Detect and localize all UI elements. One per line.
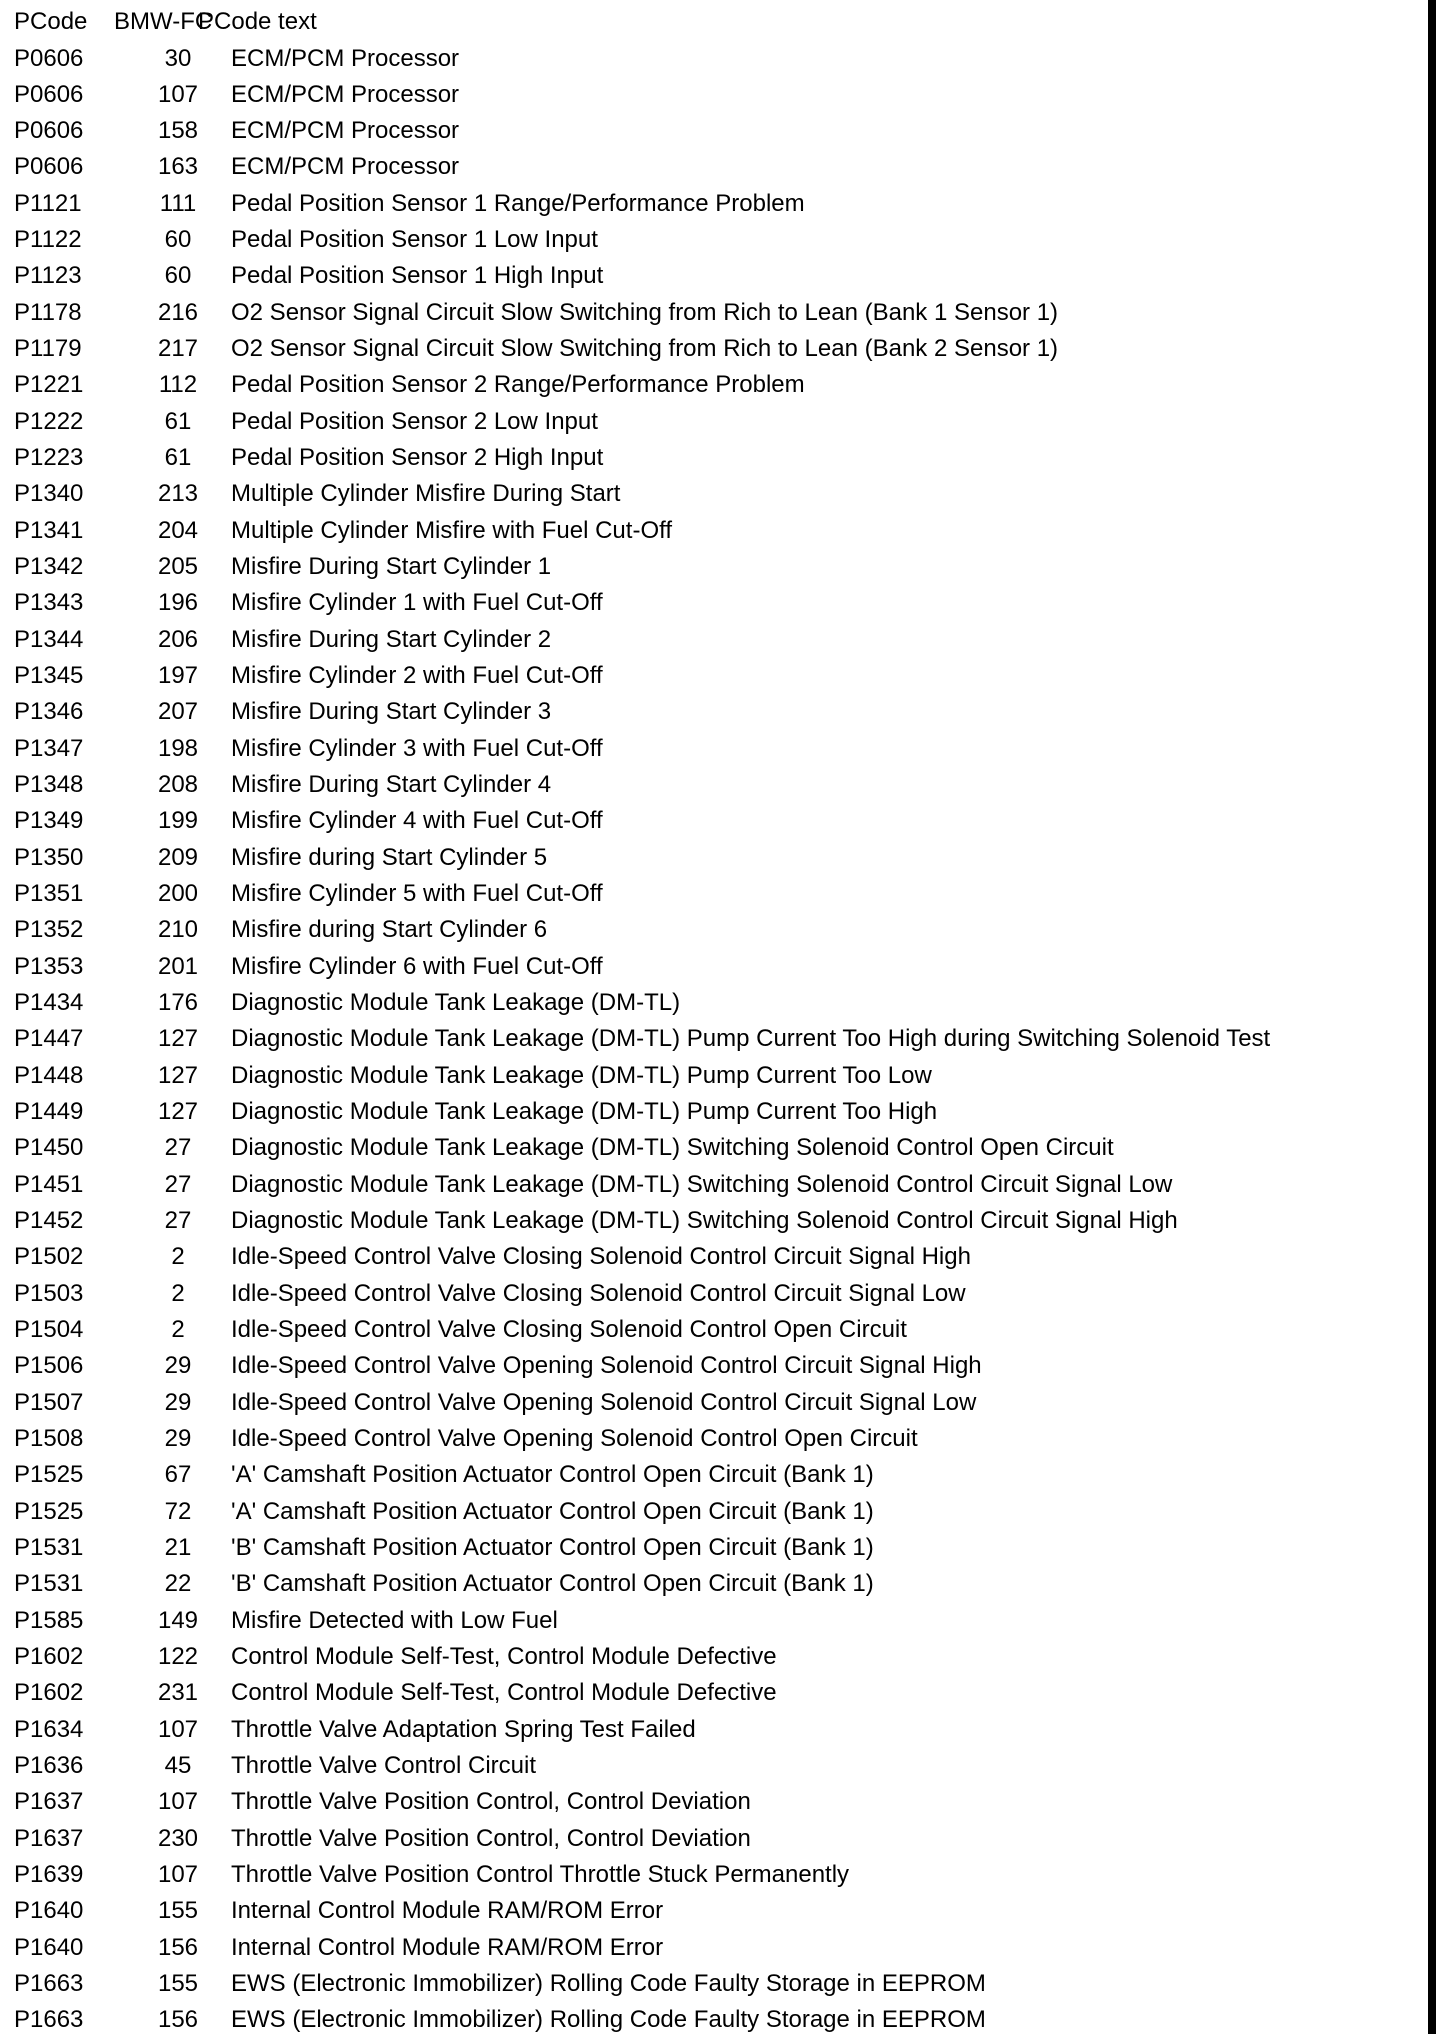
pcode-cell: P1350 <box>14 843 84 871</box>
pcode-cell: P1525 <box>14 1461 84 1489</box>
pcode-text-cell: ECM/PCM Processor <box>231 117 460 145</box>
pcode-text-cell: Diagnostic Module Tank Leakage (DM-TL) Switching Solenoid Control Circuit Signal High <box>231 1207 1178 1235</box>
pcode-cell: P1640 <box>14 1897 84 1925</box>
pcode-cell: P1352 <box>14 916 84 944</box>
bmw-fc-cell: 30 <box>164 44 192 72</box>
bmw-fc-cell: 22 <box>164 1570 192 1598</box>
bmw-fc-cell: 163 <box>157 153 199 181</box>
bmw-fc-cell: 149 <box>157 1606 199 1634</box>
bmw-fc-cell: 200 <box>157 880 199 908</box>
bmw-fc-cell: 156 <box>157 1933 199 1961</box>
bmw-fc-cell: 206 <box>157 625 199 653</box>
pcode-text-cell: Control Module Self-Test, Control Module Defective <box>231 1679 777 1707</box>
pcode-text-cell: Diagnostic Module Tank Leakage (DM-TL) Pump Current Too High during Switching Solenoid Test <box>231 1025 1271 1053</box>
pcode-cell: P1602 <box>14 1643 84 1671</box>
bmw-fc-cell: 60 <box>164 262 192 290</box>
pcode-text-cell: Multiple Cylinder Misfire During Start <box>231 480 621 508</box>
pcode-text-cell: Control Module Self-Test, Control Module Defective <box>231 1643 777 1671</box>
pcode-cell: P1347 <box>14 734 84 762</box>
bmw-fc-cell: 21 <box>164 1534 192 1562</box>
pcode-cell: P0606 <box>14 153 84 181</box>
bmw-fc-cell: 127 <box>157 1025 199 1053</box>
pcode-cell: P1504 <box>14 1316 84 1344</box>
pcode-text-cell: Misfire During Start Cylinder 2 <box>231 625 552 653</box>
pcode-cell: P1525 <box>14 1497 84 1525</box>
pcode-cell: P1508 <box>14 1425 84 1453</box>
pcode-text-cell: Misfire During Start Cylinder 1 <box>231 553 552 581</box>
pcode-text-cell: Throttle Valve Position Control, Control Deviation <box>231 1788 751 1816</box>
bmw-fc-cell: 201 <box>157 952 199 980</box>
pcode-text-cell: Diagnostic Module Tank Leakage (DM-TL) Switching Solenoid Control Circuit Signal Low <box>231 1170 1173 1198</box>
pcode-text-cell: Misfire Cylinder 5 with Fuel Cut-Off <box>231 880 603 908</box>
bmw-fc-cell: 107 <box>157 1861 199 1888</box>
pcode-text-cell: Misfire during Start Cylinder 6 <box>231 916 548 944</box>
pcode-cell: P1344 <box>14 625 84 653</box>
pcode-cell: P0606 <box>14 80 84 108</box>
bmw-fc-cell: 111 <box>159 189 197 217</box>
pcode-text-cell: Misfire Cylinder 3 with Fuel Cut-Off <box>231 734 603 762</box>
bmw-fc-cell: 29 <box>164 1352 192 1380</box>
pcode-text-cell: 'B' Camshaft Position Actuator Control Open Circuit (Bank 1) <box>231 1570 874 1598</box>
header-pcode-text: PCode text <box>198 8 317 35</box>
pcode-cell: P1349 <box>14 807 84 835</box>
pcode-text-cell: Idle-Speed Control Valve Opening Solenoid Control Circuit Signal High <box>231 1352 982 1380</box>
header-pcode: PCode <box>14 8 88 35</box>
bmw-fc-cell: 217 <box>157 335 199 363</box>
pcode-cell: P1122 <box>14 226 82 254</box>
pcode-text-cell: Multiple Cylinder Misfire with Fuel Cut-Off <box>231 516 673 544</box>
bmw-fc-cell: 27 <box>164 1207 192 1235</box>
pcode-text-cell: Misfire Cylinder 1 with Fuel Cut-Off <box>231 589 603 617</box>
bmw-fc-cell: 29 <box>164 1388 192 1416</box>
pcode-text-cell: Diagnostic Module Tank Leakage (DM-TL) Pump Current Too Low <box>231 1061 932 1089</box>
bmw-fc-cell: 158 <box>157 117 199 145</box>
bmw-fc-cell: 27 <box>164 1134 192 1162</box>
bmw-fc-cell: 204 <box>157 516 199 544</box>
pcode-cell: P1179 <box>14 335 82 363</box>
pcode-text-cell: Internal Control Module RAM/ROM Error <box>231 1897 664 1925</box>
pcode-cell: P1602 <box>14 1679 84 1707</box>
pcode-text-cell: ECM/PCM Processor <box>231 44 460 72</box>
bmw-fc-cell: 155 <box>157 1969 199 1997</box>
pcode-text-cell: Pedal Position Sensor 1 Low Input <box>231 226 598 254</box>
pcode-cell: P1503 <box>14 1279 84 1307</box>
pcode-text-cell: Internal Control Module RAM/ROM Error <box>231 1933 664 1961</box>
pcode-text-cell: Misfire During Start Cylinder 3 <box>231 698 552 726</box>
pcode-text-cell: 'A' Camshaft Position Actuator Control Open Circuit (Bank 1) <box>231 1497 874 1525</box>
bmw-fc-cell: 2 <box>171 1316 185 1344</box>
pcode-cell: P1502 <box>14 1243 84 1271</box>
bmw-fc-cell: 207 <box>157 698 199 726</box>
bmw-fc-cell: 107 <box>157 80 199 108</box>
pcode-text-cell: Idle-Speed Control Valve Closing Solenoid Control Open Circuit <box>231 1316 907 1344</box>
pcode-cell: P0606 <box>14 117 84 145</box>
pcode-cell: P1345 <box>14 662 84 690</box>
pcode-cell: P1450 <box>14 1134 84 1162</box>
bmw-fc-cell: 197 <box>157 662 199 690</box>
pcode-cell: P1223 <box>14 444 84 472</box>
pcode-cell: P1451 <box>14 1170 84 1198</box>
bmw-fc-cell: 209 <box>157 843 199 871</box>
bmw-fc-cell: 199 <box>157 807 199 835</box>
bmw-fc-cell: 61 <box>164 407 192 435</box>
pcode-cell: P1531 <box>14 1534 84 1562</box>
pcode-text-cell: Diagnostic Module Tank Leakage (DM-TL) <box>231 989 681 1017</box>
pcode-cell: P1348 <box>14 771 84 799</box>
pcode-cell: P1353 <box>14 952 84 980</box>
bmw-fc-cell: 112 <box>158 371 198 399</box>
pcode-text-cell: Misfire During Start Cylinder 4 <box>231 771 552 799</box>
pcode-text-cell: Misfire during Start Cylinder 5 <box>231 843 548 871</box>
bmw-fc-cell: 67 <box>164 1461 192 1489</box>
pcode-cell: P1346 <box>14 698 84 726</box>
pcode-cell: P1222 <box>14 407 84 435</box>
pcode-text-cell: Throttle Valve Adaptation Spring Test Failed <box>231 1715 696 1743</box>
bmw-fc-cell: 155 <box>157 1897 199 1925</box>
pcode-cell: P1636 <box>14 1752 84 1779</box>
bmw-fc-cell: 122 <box>157 1643 199 1671</box>
pcode-text-cell: 'B' Camshaft Position Actuator Control Open Circuit (Bank 1) <box>231 1534 874 1562</box>
pcode-text-cell: Misfire Detected with Low Fuel <box>231 1606 558 1634</box>
bmw-fc-cell: 29 <box>164 1425 192 1453</box>
bmw-fc-cell: 176 <box>157 989 199 1017</box>
bmw-fc-cell: 205 <box>157 553 199 581</box>
pcode-cell: P1178 <box>14 298 82 326</box>
pcode-text-cell: 'A' Camshaft Position Actuator Control Open Circuit (Bank 1) <box>231 1461 874 1489</box>
pcode-cell: P1640 <box>14 1933 84 1961</box>
pcode-cell: P1340 <box>14 480 84 508</box>
pcode-cell: P1452 <box>14 1207 84 1235</box>
bmw-fc-cell: 230 <box>157 1824 199 1852</box>
header-bmw-fc: BMW-FC <box>114 8 213 35</box>
pcode-text-cell: Idle-Speed Control Valve Opening Solenoid Control Open Circuit <box>231 1425 918 1453</box>
bmw-fc-cell: 72 <box>164 1497 192 1525</box>
pcode-text-cell: Misfire Cylinder 2 with Fuel Cut-Off <box>231 662 603 690</box>
pcode-cell: P1531 <box>14 1570 84 1598</box>
pcode-cell: P1351 <box>14 880 84 908</box>
bmw-fc-cell: 213 <box>157 480 199 508</box>
pcode-text-cell: Pedal Position Sensor 1 Range/Performance Problem <box>231 189 805 217</box>
pcode-text-cell: Misfire Cylinder 6 with Fuel Cut-Off <box>231 952 603 980</box>
pcode-text-cell: Diagnostic Module Tank Leakage (DM-TL) Switching Solenoid Control Open Circuit <box>231 1134 1114 1162</box>
pcode-cell: P1639 <box>14 1861 84 1888</box>
bmw-fc-cell: 198 <box>157 734 199 762</box>
pcode-text-cell: Throttle Valve Position Control, Control Deviation <box>231 1824 751 1852</box>
pcode-cell: P1447 <box>14 1025 84 1053</box>
bmw-fc-cell: 45 <box>164 1752 192 1779</box>
pcode-cell: P1507 <box>14 1388 84 1416</box>
pcode-text-cell: Diagnostic Module Tank Leakage (DM-TL) Pump Current Too High <box>231 1098 938 1126</box>
bmw-fc-cell: 196 <box>157 589 199 617</box>
pcode-text-cell: Idle-Speed Control Valve Opening Solenoid Control Circuit Signal Low <box>231 1388 977 1416</box>
pcode-cell: P1343 <box>14 589 84 617</box>
pcode-text-cell: Pedal Position Sensor 2 Low Input <box>231 407 598 435</box>
bmw-fc-cell: 208 <box>157 771 199 799</box>
bmw-fc-cell: 127 <box>157 1098 199 1126</box>
bmw-fc-cell: 156 <box>157 2006 199 2034</box>
bmw-fc-cell: 107 <box>157 1715 199 1743</box>
pcode-cell: P1663 <box>14 2006 84 2034</box>
bmw-fc-cell: 2 <box>171 1243 185 1271</box>
pcode-text-cell: ECM/PCM Processor <box>231 153 460 181</box>
pcode-cell: P1506 <box>14 1352 84 1380</box>
pcode-cell: P1342 <box>14 553 84 581</box>
pcode-cell: P0606 <box>14 44 84 72</box>
bmw-fc-cell: 2 <box>171 1279 185 1307</box>
bmw-fc-cell: 107 <box>157 1788 199 1816</box>
pcode-text-cell: O2 Sensor Signal Circuit Slow Switching from Rich to Lean (Bank 1 Sensor 1) <box>231 298 1059 326</box>
pcode-cell: P1123 <box>14 262 82 290</box>
pcode-text-cell: Throttle Valve Control Circuit <box>231 1752 536 1779</box>
bmw-fc-cell: 216 <box>157 298 199 326</box>
pcode-cell: P1663 <box>14 1969 84 1997</box>
pcode-cell: P1434 <box>14 989 84 1017</box>
bmw-fc-cell: 231 <box>157 1679 199 1707</box>
pcode-cell: P1221 <box>14 371 84 399</box>
pcode-text-cell: EWS (Electronic Immobilizer) Rolling Code Faulty Storage in EEPROM <box>231 1969 986 1997</box>
bmw-fc-cell: 27 <box>164 1170 192 1198</box>
bmw-fc-cell: 60 <box>164 226 192 254</box>
pcode-cell: P1585 <box>14 1606 84 1634</box>
pcode-text-cell: Throttle Valve Position Control Throttle Stuck Permanently <box>231 1861 850 1888</box>
pcode-cell: P1341 <box>14 516 84 544</box>
pcode-text-cell: Idle-Speed Control Valve Closing Solenoid Control Circuit Signal Low <box>231 1279 966 1307</box>
pcode-text-cell: O2 Sensor Signal Circuit Slow Switching from Rich to Lean (Bank 2 Sensor 1) <box>231 335 1059 363</box>
pcode-text-cell: EWS (Electronic Immobilizer) Rolling Code Faulty Storage in EEPROM <box>231 2006 986 2034</box>
pcode-text-cell: Pedal Position Sensor 2 High Input <box>231 444 604 472</box>
pcode-cell: P1637 <box>14 1824 84 1852</box>
pcode-text-cell: Pedal Position Sensor 2 Range/Performance Problem <box>231 371 805 399</box>
bmw-fc-cell: 127 <box>157 1061 199 1089</box>
pcode-cell: P1449 <box>14 1098 84 1126</box>
bmw-fc-cell: 61 <box>164 444 192 472</box>
pcode-text-cell: Pedal Position Sensor 1 High Input <box>231 262 604 290</box>
pcode-cell: P1121 <box>14 189 82 217</box>
pcode-cell: P1448 <box>14 1061 84 1089</box>
pcode-text-cell: Idle-Speed Control Valve Closing Solenoid Control Circuit Signal High <box>231 1243 971 1271</box>
pcode-cell: P1637 <box>14 1788 84 1816</box>
pcode-text-cell: Misfire Cylinder 4 with Fuel Cut-Off <box>231 807 603 835</box>
pcode-text-cell: ECM/PCM Processor <box>231 80 460 108</box>
bmw-fc-cell: 210 <box>157 916 199 944</box>
right-border-rule <box>1428 0 1436 2034</box>
pcode-cell: P1634 <box>14 1715 84 1743</box>
